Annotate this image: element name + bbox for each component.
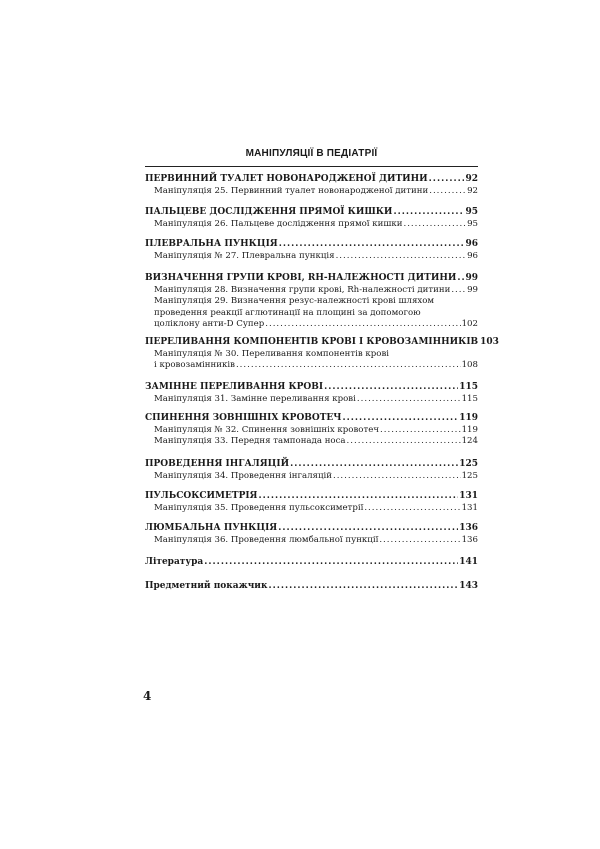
entry-title: і кровозамінників (154, 360, 235, 371)
toc-entry[interactable] (145, 251, 478, 263)
entry-title: Маніпуляція 34. Проведення інгаляцій (154, 470, 332, 481)
toc-section-heading[interactable] (145, 382, 478, 394)
dot-leader (290, 459, 458, 471)
entry-page: 95 (467, 218, 478, 229)
toc-section (145, 337, 499, 372)
toc-entry[interactable] (145, 425, 478, 437)
toc-entry[interactable] (145, 471, 478, 483)
entry-title: ЗАМІННЕ ПЕРЕЛИВАННЯ КРОВІ (145, 382, 324, 392)
toc-section (145, 207, 478, 230)
dot-leader (333, 471, 461, 483)
entry-page: 124 (461, 436, 478, 447)
entry-title: ПЛЕВРАЛЬНА ПУНКЦІЯ (145, 239, 278, 249)
toc-section (145, 413, 478, 448)
entry-page: 99 (465, 273, 478, 283)
dot-leader (258, 491, 458, 503)
dot-leader (204, 557, 458, 569)
entry-title: ПУЛЬСОКСИМЕТРІЯ (145, 491, 258, 501)
entry-title: ПЕРВИННИЙ ТУАЛЕТ НОВОНАРОДЖЕНОЇ ДИТИНИ (145, 174, 428, 184)
toc-entry[interactable] (145, 503, 478, 515)
entry-page: 131 (459, 491, 478, 501)
entry-page: 92 (465, 174, 478, 184)
dot-leader (279, 239, 465, 251)
running-header: МАНІПУЛЯЦІЇ В ПЕДІАТРІЇ (245, 148, 378, 159)
dot-leader (278, 523, 458, 535)
toc-entry[interactable] (145, 535, 478, 547)
entry-page: 96 (465, 239, 478, 249)
toc-section-heading[interactable] (145, 337, 499, 349)
toc-section-heading[interactable] (145, 174, 478, 186)
toc-entry[interactable] (145, 360, 478, 372)
dot-leader (336, 251, 467, 263)
toc-section-heading[interactable] (145, 557, 478, 569)
toc-section (145, 557, 478, 569)
toc-section-heading[interactable] (145, 459, 478, 471)
dot-leader (357, 394, 461, 406)
toc-entry[interactable] (145, 296, 478, 308)
header-rule (145, 166, 478, 167)
entry-page: 119 (461, 424, 478, 435)
toc-section (145, 523, 478, 546)
dot-leader (324, 382, 458, 394)
entry-title: Предметний покажчик (145, 581, 268, 591)
entry-title: Маніпуляція 36. Проведення люмбальної пункції (154, 534, 379, 545)
toc-section (145, 382, 478, 405)
toc-section (145, 174, 478, 197)
dot-leader (451, 285, 466, 297)
entry-title: Маніпуляція 35. Проведення пульсоксиметрії (154, 502, 364, 513)
entry-title: ЛЮМБАЛЬНА ПУНКЦІЯ (145, 523, 278, 533)
entry-page: 136 (461, 534, 478, 545)
dot-leader (457, 273, 464, 285)
entry-page: 115 (459, 382, 478, 392)
toc-section (145, 491, 478, 514)
entry-page: 96 (467, 250, 478, 261)
dot-leader (393, 207, 464, 219)
entry-title: ПАЛЬЦЕВЕ ДОСЛІДЖЕННЯ ПРЯМОЇ КИШКИ (145, 207, 393, 217)
toc-section-heading[interactable] (145, 523, 478, 535)
toc-entry[interactable] (145, 308, 478, 320)
entry-title: проведення реакції аглютинації на площині за допомогою (154, 307, 421, 318)
entry-page: 92 (467, 185, 478, 196)
toc-section (145, 273, 478, 331)
toc-section-heading[interactable] (145, 239, 478, 251)
entry-page: 99 (467, 284, 478, 295)
toc-section-heading[interactable] (145, 491, 478, 503)
entry-title: Маніпуляція 25. Первинний туалет новонародженої дитини (154, 185, 429, 196)
toc-section (145, 239, 478, 262)
entry-page: 125 (461, 470, 478, 481)
toc-section-heading[interactable] (145, 413, 478, 425)
toc-entry[interactable] (145, 285, 478, 297)
dot-leader (268, 581, 458, 593)
entry-title: СПИНЕННЯ ЗОВНІШНІХ КРОВОТЕЧ (145, 413, 342, 423)
entry-page: 108 (461, 360, 478, 371)
toc-entry[interactable] (145, 349, 478, 361)
entry-page: 141 (459, 557, 478, 567)
toc-section (145, 581, 478, 593)
entry-title: ПРОВЕДЕННЯ ІНГАЛЯЦІЙ (145, 459, 290, 469)
entry-title: Маніпуляція 26. Пальцеве дослідження прямої кишки (154, 218, 403, 229)
toc-section-heading[interactable] (145, 207, 478, 219)
entry-title: Маніпуляція 28. Визначення групи крові, Rh-належності дитини (154, 284, 451, 295)
toc-entry[interactable] (145, 436, 478, 448)
entry-title: Маніпуляція № 30. Переливання компонентів крові (154, 348, 390, 359)
toc-entry[interactable] (145, 219, 478, 231)
toc-entry[interactable] (145, 394, 478, 406)
entry-page: 115 (461, 393, 478, 404)
entry-title: ВИЗНАЧЕННЯ ГРУПИ КРОВІ, RH-НАЛЕЖНОСТІ ДИТИНИ (145, 273, 457, 283)
toc-entry[interactable] (145, 319, 478, 331)
toc-entry[interactable] (145, 186, 478, 198)
toc-section-heading[interactable] (145, 581, 478, 593)
dot-leader (429, 174, 465, 186)
entry-title: Маніпуляція № 27. Плевральна пункція (154, 250, 335, 261)
dot-leader (379, 535, 460, 547)
entry-title: Маніпуляція 29. Визначення резус-належності крові шляхом (154, 296, 435, 307)
dot-leader (265, 319, 460, 331)
entry-title: Маніпуляція № 32. Спинення зовнішніх кровотеч (154, 424, 380, 435)
dot-leader (343, 413, 459, 425)
toc-section (145, 459, 478, 482)
entry-page: 102 (461, 319, 478, 330)
entry-page: 103 (480, 337, 499, 347)
entry-page: 125 (459, 459, 478, 469)
dot-leader (236, 360, 461, 372)
entry-title: Маніпуляція 31. Замінне переливання крові (154, 393, 356, 404)
dot-leader (380, 425, 461, 437)
dot-leader (347, 436, 461, 448)
entry-title: Література (145, 557, 204, 567)
page-number: 4 (143, 689, 152, 703)
entry-title: Маніпуляція 33. Передня тампонада носа (154, 436, 346, 447)
entry-page: 95 (465, 207, 478, 217)
dot-leader (364, 503, 460, 515)
entry-page: 143 (459, 581, 478, 591)
entry-page: 136 (459, 523, 478, 533)
toc-section-heading[interactable] (145, 273, 478, 285)
entry-title: ПЕРЕЛИВАННЯ КОМПОНЕНТІВ КРОВІ І КРОВОЗАМІННИКІВ (145, 337, 479, 347)
entry-page: 131 (461, 502, 478, 513)
dot-leader (429, 186, 466, 198)
dot-leader (403, 219, 466, 231)
entry-page: 119 (459, 413, 478, 423)
entry-title: цоліклону анти-D Супер (154, 319, 265, 330)
